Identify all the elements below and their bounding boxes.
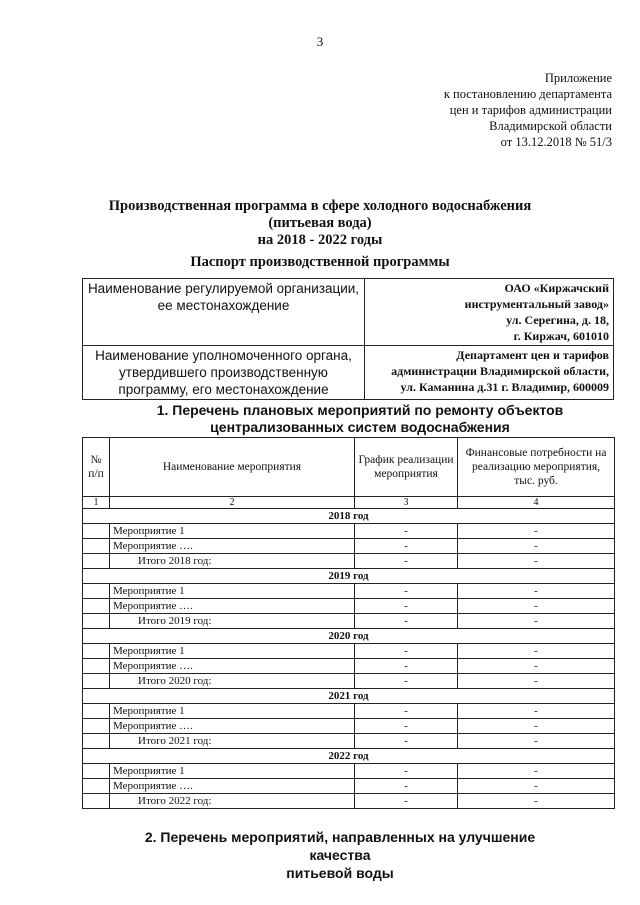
header-num: № п/п bbox=[83, 438, 110, 497]
header-name: Наименование мероприятия bbox=[110, 438, 355, 497]
heading-line: 1. Перечень плановых мероприятий по ремонту объектов bbox=[156, 402, 564, 418]
total-label: Итого 2021 год: bbox=[110, 734, 355, 749]
row-number-cell bbox=[83, 554, 110, 569]
passport-value-line: г. Киржач, 601010 bbox=[513, 329, 609, 343]
appendix-line: цен и тарифов администрации bbox=[449, 103, 612, 117]
schedule-cell: - bbox=[355, 599, 458, 614]
passport-value bbox=[365, 346, 614, 400]
table-header-row bbox=[83, 438, 615, 497]
column-number: 3 bbox=[355, 497, 458, 509]
total-label: Итого 2022 год: bbox=[110, 794, 355, 809]
table-row bbox=[83, 614, 615, 629]
schedule-cell: - bbox=[355, 764, 458, 779]
year-row bbox=[83, 749, 615, 764]
year-row bbox=[83, 629, 615, 644]
section-2-heading bbox=[130, 828, 550, 882]
year-label: 2022 год bbox=[83, 749, 615, 764]
finance-cell: - bbox=[458, 584, 615, 599]
row-number-cell bbox=[83, 779, 110, 794]
activity-name: Мероприятие 1 bbox=[110, 584, 355, 599]
row-number-cell bbox=[83, 719, 110, 734]
table-row bbox=[83, 779, 615, 794]
activity-name: Мероприятие …. bbox=[110, 779, 355, 794]
page-number: 3 bbox=[316, 34, 324, 49]
table-row bbox=[83, 524, 615, 539]
row-number-cell bbox=[83, 659, 110, 674]
year-label: 2021 год bbox=[83, 689, 615, 704]
activity-name: Мероприятие …. bbox=[110, 599, 355, 614]
document-title bbox=[0, 198, 640, 249]
appendix-note bbox=[400, 70, 612, 150]
total-label: Итого 2018 год: bbox=[110, 554, 355, 569]
plan-table bbox=[82, 437, 615, 809]
table-row bbox=[83, 584, 615, 599]
year-row bbox=[83, 689, 615, 704]
section-1-heading bbox=[150, 402, 570, 436]
finance-cell: - bbox=[458, 719, 615, 734]
schedule-cell: - bbox=[355, 554, 458, 569]
schedule-cell: - bbox=[355, 734, 458, 749]
total-label: Итого 2020 год: bbox=[110, 674, 355, 689]
finance-cell: - bbox=[458, 794, 615, 809]
schedule-cell: - bbox=[355, 794, 458, 809]
schedule-cell: - bbox=[355, 644, 458, 659]
finance-cell: - bbox=[458, 524, 615, 539]
year-label: 2019 год bbox=[83, 569, 615, 584]
row-number-cell bbox=[83, 614, 110, 629]
passport-label: Наименование уполномоченного органа, утвердившего производственную программу, его местонахождение bbox=[83, 346, 365, 400]
table-row bbox=[83, 764, 615, 779]
finance-cell: - bbox=[458, 599, 615, 614]
schedule-cell: - bbox=[355, 584, 458, 599]
column-number: 1 bbox=[83, 497, 110, 509]
year-label: 2020 год bbox=[83, 629, 615, 644]
row-number-cell bbox=[83, 704, 110, 719]
passport-label: Наименование регулируемой организации, ее местонахождение bbox=[83, 279, 365, 346]
table-row bbox=[83, 554, 615, 569]
row-number-cell bbox=[83, 794, 110, 809]
appendix-line: Приложение bbox=[544, 71, 612, 85]
passport-value-line: инструментальный завод» bbox=[464, 297, 609, 311]
finance-cell: - bbox=[458, 614, 615, 629]
row-number-cell bbox=[83, 524, 110, 539]
activity-name: Мероприятие …. bbox=[110, 719, 355, 734]
row-number-cell bbox=[83, 644, 110, 659]
table-row bbox=[83, 599, 615, 614]
schedule-cell: - bbox=[355, 614, 458, 629]
title-line: Производственная программа в сфере холодного водоснабжения bbox=[108, 198, 532, 214]
schedule-cell: - bbox=[355, 659, 458, 674]
passport-value-line: ОАО «Киржачский bbox=[504, 281, 609, 295]
row-number-cell bbox=[83, 764, 110, 779]
title-line: на 2018 - 2022 годы bbox=[257, 232, 383, 248]
finance-cell: - bbox=[458, 779, 615, 794]
schedule-cell: - bbox=[355, 779, 458, 794]
activity-name: Мероприятие …. bbox=[110, 539, 355, 554]
table-row bbox=[83, 674, 615, 689]
passport-table bbox=[82, 278, 614, 400]
finance-cell: - bbox=[458, 734, 615, 749]
finance-cell: - bbox=[458, 764, 615, 779]
row-number-cell bbox=[83, 584, 110, 599]
row-number-cell bbox=[83, 599, 110, 614]
appendix-line: от 13.12.2018 № 51/3 bbox=[500, 135, 612, 149]
row-number-cell bbox=[83, 539, 110, 554]
column-number-row bbox=[83, 497, 615, 509]
table-row bbox=[83, 794, 615, 809]
heading-line: централизованных систем водоснабжения bbox=[210, 419, 510, 435]
finance-cell: - bbox=[458, 704, 615, 719]
passport-row bbox=[83, 346, 614, 400]
passport-value-line: ул. Серегина, д. 18, bbox=[506, 313, 609, 327]
schedule-cell: - bbox=[355, 524, 458, 539]
passport-title: Паспорт производственной программы bbox=[190, 254, 450, 270]
schedule-cell: - bbox=[355, 674, 458, 689]
activity-name: Мероприятие 1 bbox=[110, 704, 355, 719]
year-row bbox=[83, 569, 615, 584]
column-number: 4 bbox=[458, 497, 615, 509]
heading-line: питьевой воды bbox=[286, 865, 394, 881]
finance-cell: - bbox=[458, 659, 615, 674]
table-row bbox=[83, 539, 615, 554]
passport-value-line: ул. Каманина д.31 г. Владимир, 600009 bbox=[400, 380, 609, 394]
passport-row bbox=[83, 279, 614, 346]
column-number: 2 bbox=[110, 497, 355, 509]
schedule-cell: - bbox=[355, 704, 458, 719]
finance-cell: - bbox=[458, 539, 615, 554]
table-row bbox=[83, 719, 615, 734]
year-label: 2018 год bbox=[83, 509, 615, 524]
appendix-line: Владимирской области bbox=[489, 119, 612, 133]
passport-value-line: Департамент цен и тарифов bbox=[456, 348, 609, 362]
table-row bbox=[83, 659, 615, 674]
table-row bbox=[83, 704, 615, 719]
schedule-cell: - bbox=[355, 539, 458, 554]
activity-name: Мероприятие 1 bbox=[110, 764, 355, 779]
finance-cell: - bbox=[458, 674, 615, 689]
finance-cell: - bbox=[458, 644, 615, 659]
table-row bbox=[83, 734, 615, 749]
appendix-line: к постановлению департамента bbox=[443, 87, 612, 101]
heading-line: 2. Перечень мероприятий, направленных на улучшение качества bbox=[144, 829, 536, 863]
table-row bbox=[83, 644, 615, 659]
activity-name: Мероприятие 1 bbox=[110, 644, 355, 659]
finance-cell: - bbox=[458, 554, 615, 569]
activity-name: Мероприятие 1 bbox=[110, 524, 355, 539]
schedule-cell: - bbox=[355, 719, 458, 734]
activity-name: Мероприятие …. bbox=[110, 659, 355, 674]
row-number-cell bbox=[83, 674, 110, 689]
total-label: Итого 2019 год: bbox=[110, 614, 355, 629]
row-number-cell bbox=[83, 734, 110, 749]
passport-value bbox=[365, 279, 614, 346]
passport-value-line: администрации Владимирской области, bbox=[391, 364, 609, 378]
header-schedule: График реализации мероприятия bbox=[355, 438, 458, 497]
header-finance: Финансовые потребности на реализацию мероприятия, тыс. руб. bbox=[458, 438, 615, 497]
year-row bbox=[83, 509, 615, 524]
title-line: (питьевая вода) bbox=[268, 215, 372, 231]
